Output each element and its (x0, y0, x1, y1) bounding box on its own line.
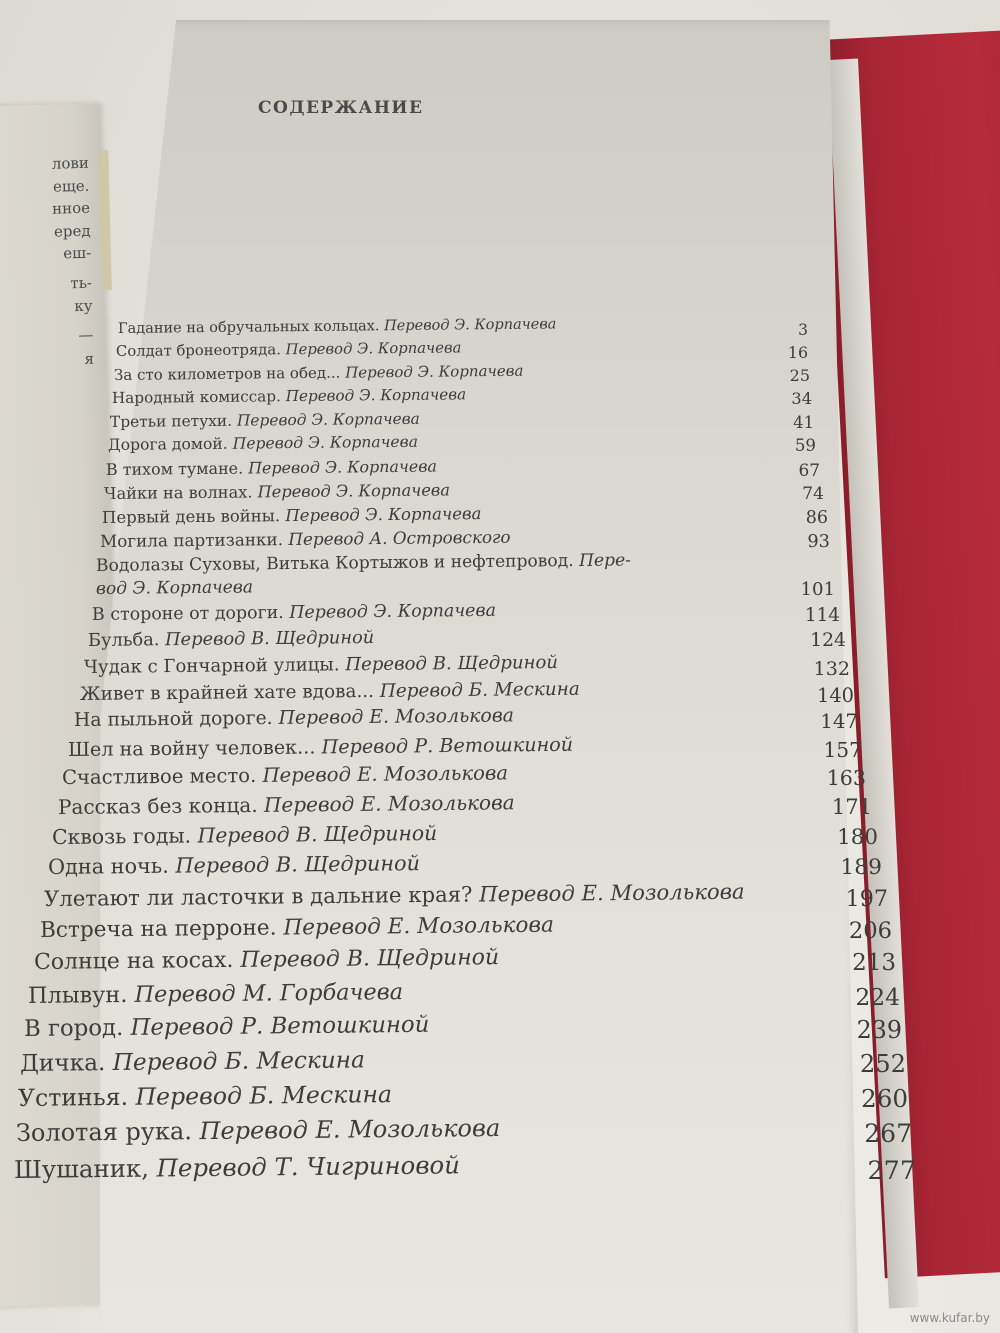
toc-entry-translator: Перевод Е. Мозолькова (479, 878, 745, 907)
toc-entry-title: Живет в крайней хате вдова... (79, 680, 375, 705)
toc-entry-title: Народный комиссар. (111, 387, 281, 407)
toc-entry-translator: Перевод А. Островского (288, 526, 511, 550)
toc-entry-page: 16 (787, 343, 808, 363)
toc-entry-title: Чайки на волнах. (103, 482, 253, 503)
toc-entry-title: Дорога домой. (107, 435, 228, 455)
toc-entry (18, 1080, 392, 1112)
toc-entry-title: Шушаник, (13, 1153, 150, 1184)
toc-entry (110, 409, 420, 430)
toc-entry-page: 67 (798, 460, 820, 481)
toc-entry-title: Солнце на косах. (33, 947, 234, 975)
toc-entry-page: 213 (852, 950, 896, 976)
toc-entry-page: 93 (807, 531, 830, 553)
toc-entry-title: Бульба. (87, 629, 160, 652)
toc-entry (104, 480, 450, 503)
toc-entry-title: Шел на войну человек... (67, 735, 316, 761)
watermark: www.kufar.by (909, 1311, 990, 1325)
toc-entry (20, 1046, 365, 1077)
toc-entry (16, 1114, 500, 1147)
toc-entry-translator: Перевод Э. Корпачева (232, 433, 419, 454)
toc-entry-translator: Перевод Э. Корпачева (285, 503, 482, 525)
toc-entry-translator: Перевод Э. Корпачева (289, 600, 497, 623)
toc-entry-translator: Пере- (578, 550, 632, 571)
toc-entry-title: Первый день войны. (101, 505, 281, 527)
toc-entry-page: 59 (794, 436, 816, 456)
toc-entry-page: 3 (798, 320, 808, 339)
toc-entry-translator: Перевод Т. Чигриновой (156, 1149, 460, 1183)
toc-entry-page: 277 (867, 1154, 916, 1185)
toc-entry-translator: Перевод Э. Корпачева (236, 409, 420, 430)
toc-entry-page: 157 (823, 737, 862, 762)
toc-entry-title: Водолазы Суховы, Витька Кортыжов и нефтепровод. (95, 550, 574, 576)
toc-entry-translator: Перевод В. Щедриной (240, 945, 500, 973)
toc-entry (58, 790, 515, 819)
toc-entry-page: 171 (831, 795, 872, 819)
toc-entry-title: В тихом тумане. (105, 458, 244, 480)
toc-entry-page: 74 (802, 483, 824, 504)
toc-entry-translator: Перевод Е. Мозолькова (262, 761, 509, 788)
toc-entry-translator: Перевод Е. Мозолькова (283, 913, 555, 941)
toc-entry-page: 260 (861, 1084, 908, 1114)
toc-entry (52, 821, 437, 849)
left-page-fragment: еред (53, 221, 91, 241)
toc-entry-translator: Перевод Э. Корпачева (257, 480, 451, 502)
toc-entry-title: Устинья. (17, 1083, 129, 1113)
toc-entry-page: 101 (800, 578, 835, 600)
toc-entry-translator: Перевод Б. Мескина (112, 1046, 365, 1076)
toc-entry (24, 1012, 430, 1042)
toc-entry-page: 132 (813, 656, 850, 680)
toc-entry-page: 25 (789, 366, 810, 385)
toc-entry-page: 86 (805, 507, 828, 528)
toc-entry-page: 206 (848, 918, 892, 945)
toc-entry-translator: Перевод Е. Мозолькова (199, 1113, 501, 1146)
toc-entry-translator: вод Э. Корпачева (95, 577, 254, 599)
toc-entry-translator: Перевод Э. Корпачева (285, 385, 467, 405)
toc-entry (112, 385, 466, 407)
toc-entry-translator: Перевод Е. Мозолькова (278, 705, 515, 730)
toc-entry-translator: Перевод В. Щедриной (197, 820, 438, 848)
toc-entry (106, 457, 437, 479)
toc-entry-page: 252 (859, 1049, 906, 1078)
page-title: СОДЕРЖАНИЕ (258, 98, 424, 118)
left-page-fragment: ть- (70, 273, 93, 293)
toc-entry-translator: Перевод Б. Мескина (135, 1080, 393, 1112)
toc-entry-title: Встреча на перроне. (39, 915, 277, 944)
toc-entry-title: Улетают ли ласточки в дальние края? (43, 881, 473, 911)
toc-entry (102, 504, 482, 527)
toc-entry-title: Счастливое место. (61, 764, 257, 790)
toc-entry-translator: Перевод В. Щедриной (345, 651, 559, 676)
toc-entry-translator: Перевод М. Горбачева (134, 978, 404, 1008)
toc-entry-translator: Перевод Б. Мескина (379, 678, 580, 702)
toc-entry-title: Золотая рука. (15, 1117, 193, 1147)
toc-entry-page: 140 (816, 683, 854, 707)
toc-entry-translator: Перевод Р. Ветошкиной (130, 1011, 430, 1042)
left-page-fragment: еще. (52, 176, 90, 196)
toc-entry-title: В город. (23, 1015, 124, 1043)
toc-entry-page: 239 (856, 1016, 902, 1045)
toc-entry-title: Третьи петухи. (109, 411, 233, 431)
toc-entry-page: 189 (840, 855, 882, 881)
toc-entry-page: 41 (793, 412, 814, 432)
toc-entry-title: Гадание на обручальных кольцах. (117, 317, 380, 337)
toc-entry-title: Сквозь годы. (51, 823, 192, 849)
toc-entry-page: 267 (864, 1119, 912, 1148)
toc-entry (48, 851, 420, 879)
toc-entry-translator: Перевод Э. Корпачева (345, 361, 524, 382)
left-page-fragment: — (78, 325, 94, 345)
toc-entry-title: За сто километров на обед... (113, 363, 341, 384)
toc-entry-page: 124 (810, 630, 846, 652)
toc-entry (88, 627, 374, 651)
toc-entry-title: Одна ночь. (47, 853, 169, 880)
toc-entry (92, 600, 496, 624)
toc-entry-translator: Перевод Е. Мозолькова (263, 790, 515, 817)
toc-entry-title: Дичка. (19, 1048, 106, 1077)
toc-entry-title: Солдат бронеотряда. (115, 341, 281, 361)
toc-entry-page: 163 (826, 766, 866, 791)
toc-entry (34, 945, 499, 975)
toc-entry-page: 180 (837, 824, 878, 850)
left-page-fragment: я (84, 349, 95, 368)
toc-entry (28, 979, 403, 1009)
toc-entry-translator: Перевод В. Щедриной (175, 851, 421, 878)
toc-entry-title: Чудак с Гончарной улицы. (83, 654, 340, 678)
left-page-fragment: лови (51, 153, 90, 173)
toc-entry-translator: Перевод В. Щедриной (165, 627, 375, 651)
toc-entry-title: В стороне от дороги. (91, 602, 284, 625)
toc-entry-title: Могила партизанки. (99, 529, 284, 552)
toc-entry-page: 147 (820, 710, 858, 734)
toc-entry-title: На пыльной дороге. (73, 708, 273, 732)
left-page-fragment: нное (51, 198, 91, 218)
toc-entry-translator: Перевод Э. Корпачева (285, 339, 462, 359)
toc-entry (14, 1150, 460, 1184)
toc-entry-page: 114 (804, 604, 840, 626)
toc-entry-translator: Перевод Э. Корпачева (384, 315, 557, 334)
toc-entry-translator: Перевод Э. Корпачева (248, 456, 438, 478)
left-page-fragment: еш- (63, 243, 92, 263)
toc-entry-title: Рассказ без конца. (57, 792, 258, 819)
toc-entry-translator: Перевод Р. Ветошкиной (321, 732, 574, 759)
toc-entry (108, 433, 418, 454)
toc-entry-page: 224 (855, 982, 900, 1011)
toc-entry-page: 197 (845, 885, 888, 912)
toc-entry-title: Плывун. (27, 981, 128, 1009)
toc-entry (96, 577, 253, 599)
left-page-fragment: ку (74, 296, 93, 316)
toc-entry-page: 34 (791, 388, 812, 408)
